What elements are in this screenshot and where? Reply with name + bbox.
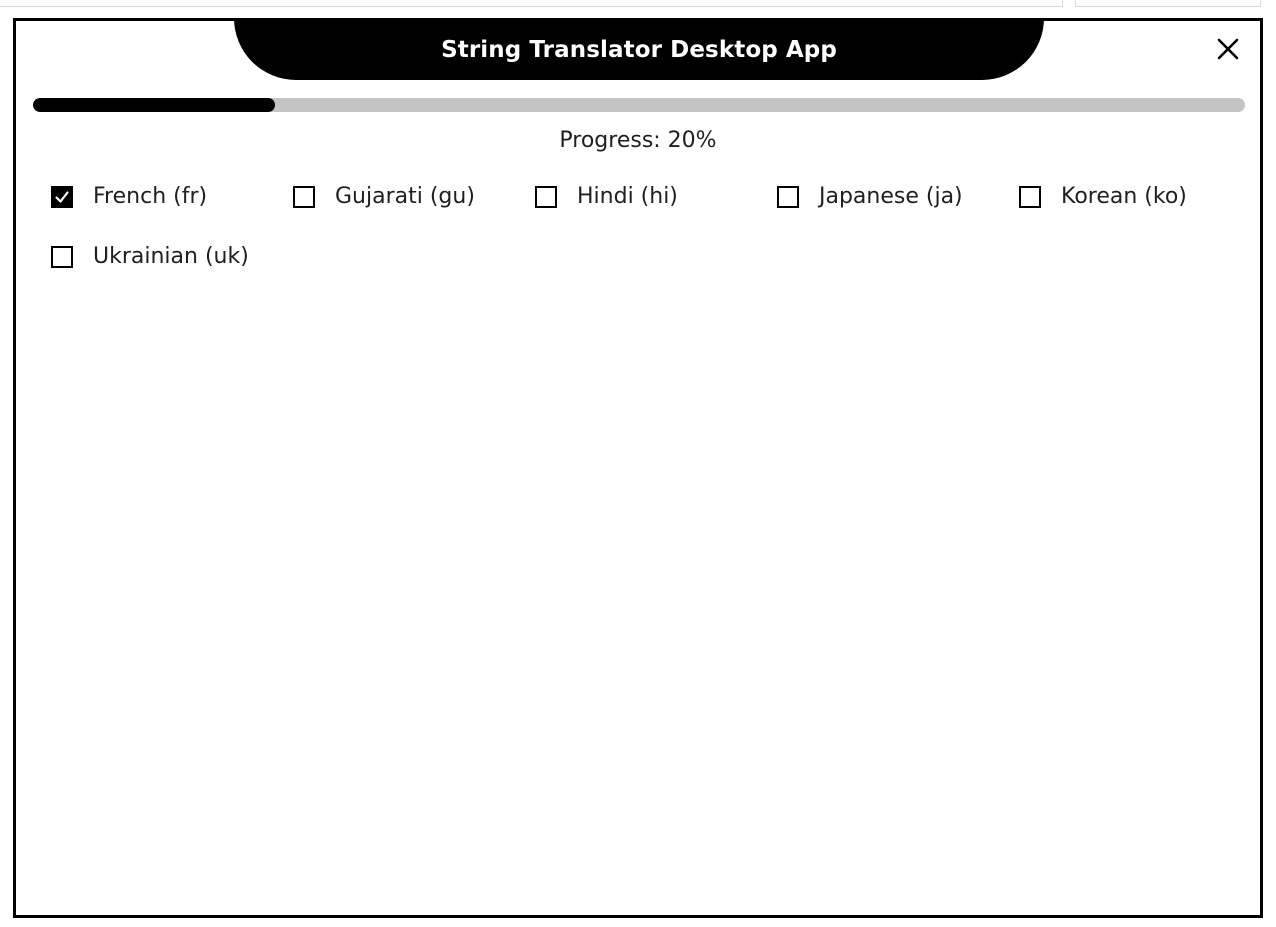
progress-bar-fill [33,98,275,112]
language-label: Gujarati (gu) [335,184,475,209]
close-button[interactable] [1216,37,1240,61]
app-window [13,18,1263,918]
language-label: French (fr) [93,184,208,209]
progress-label: Progress: 20% [559,128,717,153]
language-label: Japanese (ja) [819,184,963,209]
language-label: Ukrainian (uk) [93,244,249,269]
language-option[interactable] [1019,183,1261,243]
title-bar [234,18,1044,80]
checkmark-icon [53,188,71,206]
language-option[interactable] [293,183,535,243]
language-checkbox[interactable] [777,186,799,208]
close-icon [1216,37,1240,61]
language-checkbox[interactable] [51,186,73,208]
language-option[interactable] [777,183,1019,243]
language-list [51,183,1261,303]
language-checkbox[interactable] [535,186,557,208]
language-checkbox[interactable] [51,246,73,268]
language-label: Korean (ko) [1061,184,1187,209]
background-window-edge-left [0,0,1063,7]
language-option[interactable] [535,183,777,243]
progress-bar [33,98,1245,112]
language-checkbox[interactable] [1019,186,1041,208]
language-option[interactable] [51,183,293,243]
language-option[interactable] [51,243,293,303]
language-label: Hindi (hi) [577,184,678,209]
window-title: String Translator Desktop App [441,37,837,63]
language-checkbox[interactable] [293,186,315,208]
background-window-edge-right [1075,0,1261,7]
